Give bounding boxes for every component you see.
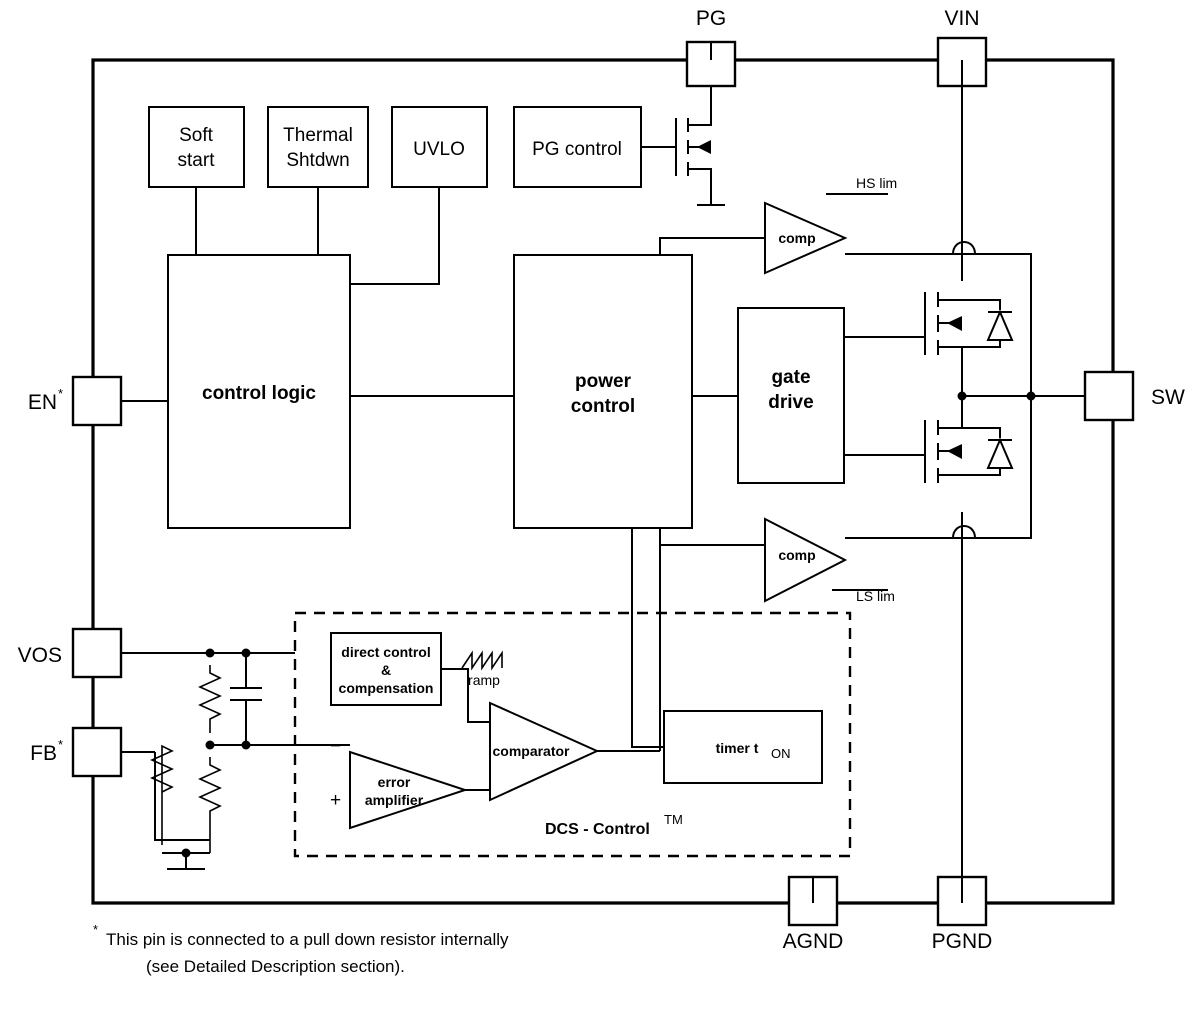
- label-dcs-control-tm: TM: [664, 812, 683, 827]
- block-power-control-line2: control: [570, 396, 636, 417]
- block-direct-control-line3: compensation: [338, 680, 434, 696]
- pin-label-vos: VOS: [17, 644, 62, 667]
- pin-label-en-superscript: *: [58, 386, 64, 401]
- amp-error-amplifier-minus: −: [330, 736, 342, 757]
- pin-pad-sw[interactable]: [1085, 372, 1133, 420]
- block-thermal-shtdwn[interactable]: [268, 107, 368, 187]
- wire-hs-sense-return: [953, 254, 1031, 312]
- pin-label-pgnd: PGND: [931, 930, 993, 953]
- wire-ls-comp-in: [660, 528, 765, 545]
- icon-ramp-waveform: [462, 653, 502, 668]
- amp-error-amplifier[interactable]: [350, 752, 465, 828]
- amp-error-amplifier-line1: error: [377, 774, 411, 790]
- hs-diode-top-lead: [962, 300, 1000, 310]
- footnote-line2: (see Detailed Description section).: [146, 957, 405, 976]
- block-soft-start-line1: Soft: [179, 125, 213, 146]
- amp-comp-hs-limit-label: HS lim: [856, 175, 898, 191]
- block-pg-control-label: PG control: [532, 139, 622, 160]
- pin-pad-fb[interactable]: [73, 728, 121, 776]
- block-gate-drive-line1: gate: [771, 367, 811, 388]
- block-gate-drive-line2: drive: [768, 392, 814, 413]
- hs-diode-triangle: [988, 312, 1012, 340]
- footnote-marker: *: [93, 922, 99, 937]
- footnote-line1: This pin is connected to a pull down resistor internally: [106, 930, 509, 949]
- block-direct-control-line2: &: [380, 662, 392, 678]
- block-soft-start-line2: start: [177, 150, 215, 171]
- block-thermal-shtdwn-line2: Shtdwn: [286, 150, 350, 171]
- pin-label-fb: FB: [30, 742, 57, 765]
- ls-diode-bottom-lead: [962, 468, 1000, 475]
- wire-hs-comp-in: [660, 238, 765, 255]
- resistor-vos-upper: [200, 665, 220, 733]
- wire-hop-hs: [953, 242, 975, 254]
- ls-diode-top-lead: [962, 428, 1000, 438]
- block-direct-control-line1: direct control: [341, 644, 431, 660]
- amp-comp-hs-label: comp: [778, 230, 816, 246]
- amp-comp-ls-label: comp: [778, 547, 816, 563]
- pg-mosfet-drain: [688, 86, 711, 125]
- hs-fet-arrow: [947, 316, 962, 331]
- block-power-control-line1: power: [575, 371, 631, 392]
- amp-error-amplifier-line2: amplifier: [364, 792, 424, 808]
- label-dcs-control: DCS - Control: [545, 821, 650, 838]
- pg-mosfet-arrow: [697, 140, 711, 154]
- pin-pad-vos[interactable]: [73, 629, 121, 677]
- pin-label-pg: PG: [695, 7, 727, 30]
- label-ramp: ramp: [468, 672, 500, 688]
- pin-label-sw: SW: [1151, 386, 1185, 409]
- wire-ls-sense-return: [953, 480, 1031, 538]
- block-uvlo-label: UVLO: [413, 139, 465, 160]
- pin-label-agnd: AGND: [782, 930, 844, 953]
- block-timer-ton-subscript: ON: [771, 746, 791, 761]
- wire-hop-ls: [953, 526, 975, 538]
- resistor-fb-lower: [200, 757, 220, 853]
- pin-pad-en[interactable]: [73, 377, 121, 425]
- amp-comp-ls-limit-label: LS lim: [856, 588, 895, 604]
- amp-error-amplifier-plus: +: [330, 790, 342, 811]
- pin-label-vin: VIN: [944, 7, 980, 30]
- pin-label-fb-superscript: *: [58, 737, 64, 752]
- amp-comparator-label: comparator: [492, 743, 570, 759]
- junction-sw: [958, 392, 967, 401]
- block-control-logic-label: control logic: [202, 383, 316, 404]
- block-thermal-shtdwn-line1: Thermal: [283, 125, 353, 146]
- block-soft-start[interactable]: [149, 107, 244, 187]
- pg-mosfet-source: [688, 169, 711, 205]
- ls-fet-arrow: [947, 444, 962, 459]
- pin-label-en: EN: [27, 391, 57, 414]
- hs-diode-bottom-lead: [962, 340, 1000, 347]
- ls-diode-triangle: [988, 440, 1012, 468]
- block-timer-ton-label: timer t: [715, 740, 759, 756]
- junction-vos-r1: [206, 649, 215, 658]
- wire-uvlo-down: [350, 187, 439, 284]
